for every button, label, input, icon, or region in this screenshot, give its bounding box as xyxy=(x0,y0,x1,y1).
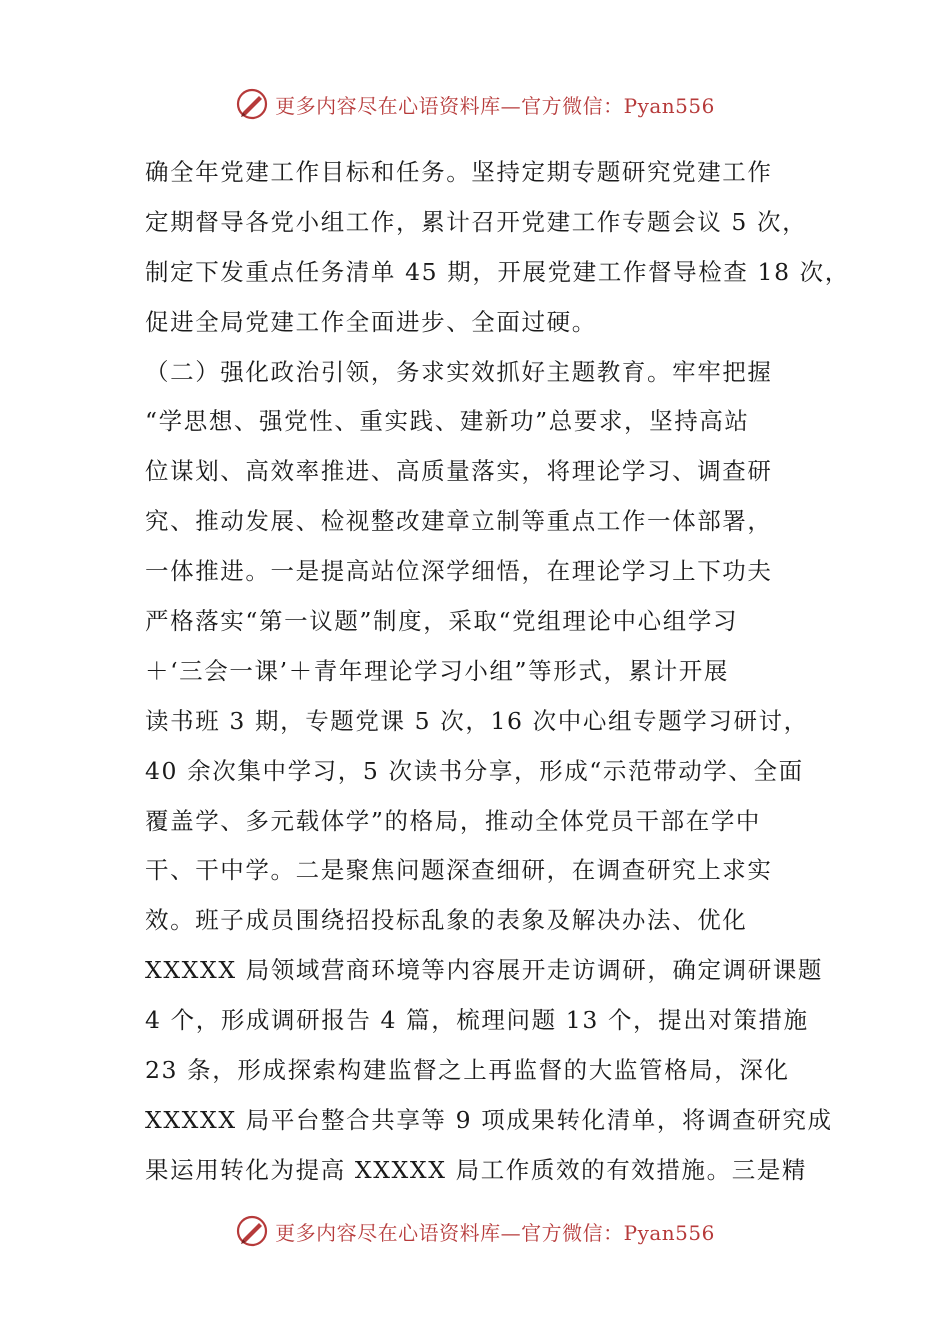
header-watermark-text: 更多内容尽在心语资料库—官方微信：Pyan556 xyxy=(275,93,715,118)
body-line: 促进全局党建工作全面进步、全面过硬。 xyxy=(145,307,597,336)
body-line: 覆盖学、多元载体学”的格局，推动全体党员干部在学中 xyxy=(145,806,762,835)
body-line: ＋‘三会一课’＋青年理论学习小组”等形式，累计开展 xyxy=(145,656,729,685)
body-line: 果运用转化为提高 XXXXX 局工作质效的有效措施。三是精 xyxy=(145,1155,807,1184)
pen-logo-icon xyxy=(235,1214,269,1248)
body-line: 干、干中学。二是聚焦问题深查细研，在调查研究上求实 xyxy=(145,856,773,885)
document-body xyxy=(145,148,850,1196)
body-line: 一体推进。一是提高站位深学细悟，在理论学习上下功夫 xyxy=(145,557,773,586)
body-line: 确全年党建工作目标和任务。坚持定期专题研究党建工作 xyxy=(145,158,773,186)
body-line: XXXXX 局领域营商环境等内容展开走访调研，确定调研课题 xyxy=(145,956,824,985)
body-line: 4 个，形成调研报告 4 篇，梳理问题 13 个，提出对策措施 xyxy=(145,1006,809,1035)
body-line: 严格落实“第一议题”制度，采取“党组理论中心组学习 xyxy=(145,607,739,636)
body-line: 究、推动发展、检视整改建章立制等重点工作一体部署， xyxy=(145,507,773,536)
body-line: 23 条，形成探索构建监督之上再监督的大监管格局，深化 xyxy=(145,1056,790,1085)
body-line: （二）强化政治引领，务求实效抓好主题教育。牢牢把握 xyxy=(145,357,773,386)
footer-watermark-text: 更多内容尽在心语资料库—官方微信：Pyan556 xyxy=(275,1220,715,1245)
body-line: 40 余次集中学习，5 次读书分享，形成“示范带动学、全面 xyxy=(145,756,804,785)
pen-logo-icon xyxy=(235,87,269,121)
body-line: 定期督导各党小组工作，累计召开党建工作专题会议 5 次， xyxy=(145,207,808,236)
body-line: 制定下发重点任务清单 45 期，开展党建工作督导检查 18 次， xyxy=(145,257,850,286)
body-line: “学思想、强党性、重实践、建新功”总要求，坚持高站 xyxy=(145,407,750,436)
body-line: 位谋划、高效率推进、高质量落实，将理论学习、调查研 xyxy=(145,457,773,486)
body-line: XXXXX 局平台整合共享等 9 项成果转化清单，将调查研究成 xyxy=(145,1105,833,1134)
body-line: 效。班子成员围绕招投标乱象的表象及解决办法、优化 xyxy=(145,906,748,935)
body-line: 读书班 3 期，专题党课 5 次，16 次中心组专题学习研讨， xyxy=(145,706,809,735)
header-watermark-banner xyxy=(0,84,950,124)
footer-watermark-banner xyxy=(0,1211,950,1251)
